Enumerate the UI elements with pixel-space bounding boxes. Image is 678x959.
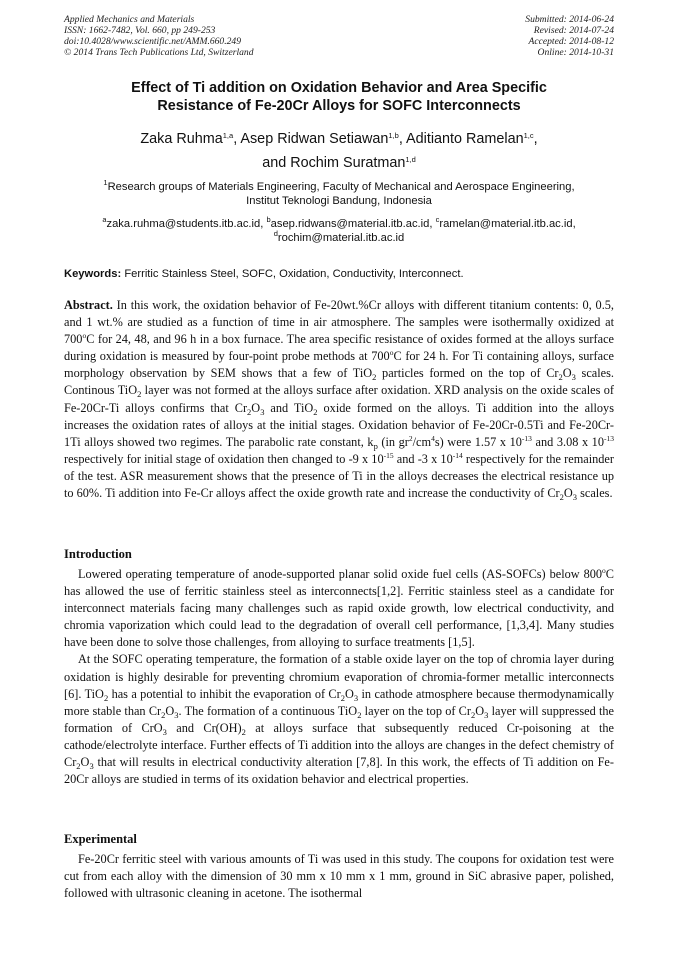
author-3-affil: 1,c [523,131,534,140]
accepted-date: Accepted: 2014-08-12 [528,36,614,47]
introduction-body [64,566,614,788]
paper-title [64,79,614,115]
introduction-paragraph-1: Lowered operating temperature of anode-supported planar solid oxide fuel cells (AS-SOFCs) below 800$^o$C has allowed the use of ferritic stainless steel as interconnects[1,2]. Ferritic stainless steel as a candidate for interconnect materials facing many challenges such as rapid oxide growth, low electrical conductivity, and chromia vaporization which could lead to the degradation of overall cell performance, [1,3,4]. Many studies have been done to solve those challenges, from alloying to surface treatments [1,5]. [64,566,614,650]
issn-info: ISSN: 1662-7482, Vol. 660, pp 249-253 [64,25,216,36]
introduction-paragraph-2: At the SOFC operating temperature, the formation of a stable oxide layer on the top of chromia layer during oxidation is highly desirable for preventing chromium evaporation of chromia-former metallic interconnects [6]. TiO$_2$ has a potential to inhibit the evaporation of $Cr_2O_3$ in cathode atmosphere because thermodynamically more stable than $Cr_2O_3$. The formation of a continuous TiO$_2$ layer on the top of $Cr_2O_3$ layer will suppressed the formation of CrO$_3$ and $Cr(OH)_2$ at alloys surface that subsequently reduced Cr-poisoning at the cathode/electrolyte interface. Further effects of Ti addition into the alloys are changes in the defect chemistry of $Cr_2O_3$ that will results in electrical conductivity alteration [7,8]. In this work, the effects of Ti addition on Fe-20Cr alloys are studied in terms of its oxidation behavior and electrical properties. [64,652,615,787]
email-d[interactable]: rochim@material.itb.ac.id [277,232,405,244]
author-list: Zaka Ruhma$^{1,a}$, Asep Ridwan Setiawan$^{1,b}$, Aditianto Ramelan$^{1,c}$, and Rochim Suratman$^{1,d}$ [140,131,538,171]
email-a[interactable]: zaka.ruhma@students.itb.ac.id [106,218,261,230]
affiliation [64,180,614,208]
online-date: Online: 2014-10-31 [537,47,614,58]
publication-dates [525,14,614,58]
author-3: Aditianto Ramelan [406,131,524,147]
doi-link[interactable]: doi:10.4028/www.scientific.net/AMM.660.249 [64,36,242,47]
experimental-body [64,851,614,902]
journal-name: Applied Mechanics and Materials [64,14,195,25]
author-2: Asep Ridwan Setiawan [240,131,389,147]
keywords-text: Ferritic Stainless Steel, SOFC, Oxidation, Conductivity, Interconnect. [124,268,464,280]
keywords [64,267,614,281]
author-4: and Rochim Suratman [262,155,406,171]
experimental-paragraph-1: Fe-20Cr ferritic steel with various amounts of Ti was used in this study. The coupons for oxidation test were cut from each alloy with the dimension of 30 mm x 10 mm x 1 mm, ground in SiC abrasive paper, polished, followed with ultrasonic cleaning in acetone. The isothermal [64,852,614,901]
affiliation-number: 1 [103,178,108,187]
author-1: Zaka Ruhma [140,131,223,147]
keywords-label: Keywords: [64,268,122,280]
email-list: $^a$zaka.ruhma@students.itb.ac.id, $^b$asep.ridwans@material.itb.ac.id, $^c$ramelan@material.itb.ac.id, $^d$rochim@material.itb.ac.id [102,215,576,244]
experimental-heading: Experimental [64,832,137,846]
affiliation-line-1: Research groups of Materials Engineering, Faculty of Mechanical and Aerospace Engineering, [107,181,575,193]
email-c[interactable]: ramelan@material.itb.ac.id [439,218,573,230]
title-line-2: Resistance of Fe-20Cr Alloys for SOFC Interconnects [157,98,521,114]
revised-date: Revised: 2014-07-24 [533,25,614,36]
author-2-affil: 1,b [388,131,399,140]
copyright-notice: © 2014 Trans Tech Publications Ltd, Switzerland [64,47,254,58]
affiliation-line-2: Institut Teknologi Bandung, Indonesia [246,195,432,207]
introduction-heading: Introduction [64,547,132,561]
email-b[interactable]: asep.ridwans@material.itb.ac.id [270,218,430,230]
abstract: Abstract. In this work, the oxidation behavior of Fe-20wt.%Cr alloys with different titanium contents: 0, 0.5, and 1 wt.% are studied as a function of time in air atmosphere. The samples were isothermally oxidized at 700$^o$C for 24, 48, and 96 h in a box furnace. The area specific resistance of oxides formed at the alloys surface during oxidation is measured by four-point probe methods at 700$^o$C for 24 h. For Ti containing alloys, surface morphology observation by SEM shows that a few of TiO$_2$ particles formed on the top of $Cr_2O_3$ scales. Continous TiO$_2$ layer was not formed at the alloys surface after oxidation. XRD analysis on the oxide scales of Fe-20Cr-Ti alloys confirms that $Cr_2O_3$ and TiO$_2$ oxide formed on the alloys. Ti addition into the alloys increases the oxidation rates of alloys at the initial stages. Oxidation behavior of Fe-20Cr-0.5Ti and Fe-20Cr-1Ti alloys showed two regimes. The parabolic rate constant, $k_p$ (in $gr^2/cm^4s$) were 1.57 x $10^{-13}$ and 3.08 x $10^{-13}$ respectively for initial stage of oxidation then changed to -9 x $10^{-15}$ and -3 x $10^{-14}$ respectively for the remainder of the test. ASR measurement shows that the presence of Ti in the alloys decreases the electrical resistance up to 60%. Ti addition into Fe-Cr alloys affect the oxide growth rate and increase the conductivity of $Cr_2O_3$ scales. [64,298,614,503]
submitted-date: Submitted: 2014-06-24 [525,14,614,25]
publication-info [64,14,254,58]
title-line-1: Effect of Ti addition on Oxidation Behavior and Area Specific [131,80,547,96]
author-4-affil: 1,d [405,155,416,164]
author-1-affil: 1,a [222,131,234,140]
abstract-label: Abstract. [64,298,113,312]
